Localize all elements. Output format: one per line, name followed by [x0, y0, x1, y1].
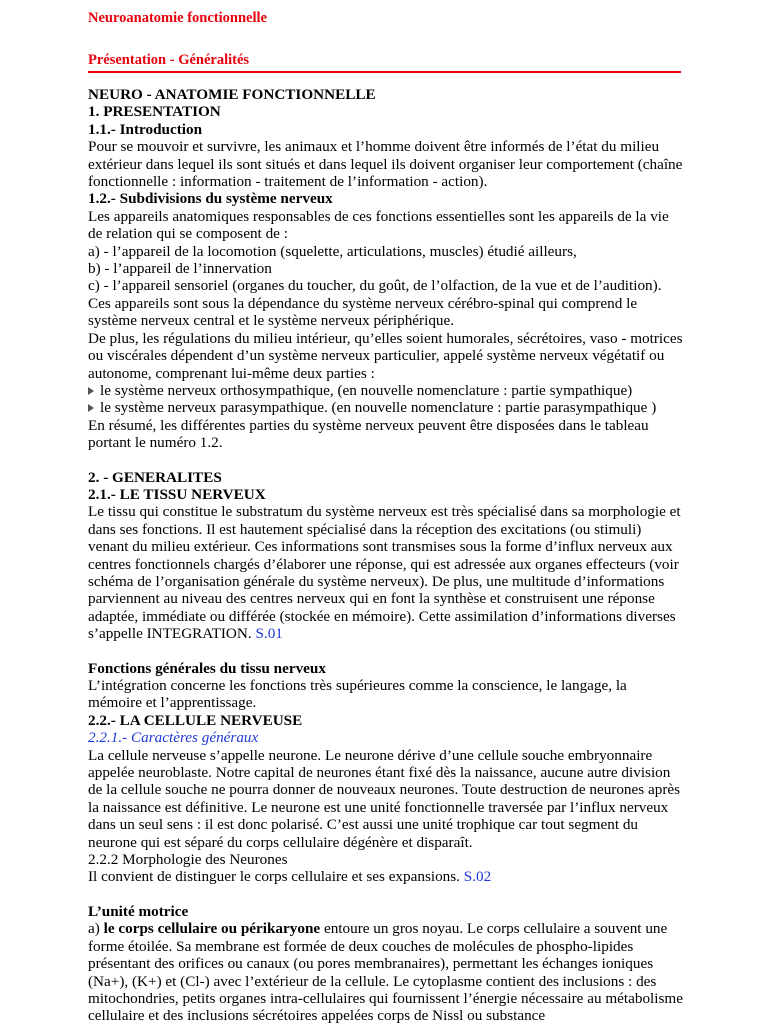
bullet-item-parasympathique	[88, 399, 683, 416]
paragraph-corps-cellulaire	[88, 920, 683, 1024]
page	[88, 0, 683, 1025]
heading-fonctions: Fonctions générales du tissu nerveux	[88, 659, 326, 677]
main-title: NEURO - ANATOMIE FONCTIONNELLE	[88, 86, 376, 103]
heading-2-2-2: 2.2.2 Morphologie des Neurones	[88, 851, 288, 869]
paragraph-neurone: La cellule nerveuse s’appelle neurone. Le neurone dérive d’une cellule souche embryonnaire appelée neuroblaste. Notre capital de neurones étant fixé dès la naissance, aucune autre division de la cellule souche ne pourra donner de nouveaux neurones. Toute destruction de neurones après la naissance est définitive. Le neurone est une unité fonctionnelle traversée par l’influx nerveux dans un seul sens : il est donc polarisé. C’est aussi une unité trophique car tout segment du neurone qui est séparé du corps cellulaire dégénère et disparaît.	[88, 746, 681, 851]
heading-unite-motrice: L’unité motrice	[88, 902, 189, 920]
heading-2-2-1: 2.2.1.- Caractères généraux	[88, 729, 259, 747]
list-item-a: a) - l’appareil de la locomotion (squelette, articulations, muscles) étudié ailleurs,	[88, 242, 577, 260]
section-title: Présentation - Généralités	[88, 52, 250, 68]
list-item-b: b) - l’appareil de l’innervation	[88, 260, 272, 278]
paragraph-appareils: Les appareils anatomiques responsables de ces fonctions essentielles sont les appareils de la vie de relation qui se composent de :	[88, 207, 669, 243]
paragraph-resume: En résumé, les différentes parties du système nerveux peuvent être disposées dans le tableau portant le numéro 1.2.	[88, 416, 649, 452]
bullet-text: le système nerveux orthosympathique, (en nouvelle nomenclature : partie sympathique)	[100, 381, 633, 399]
heading-2-2: 2.2.- LA CELLULE NERVEUSE	[88, 711, 303, 729]
paragraph-morphologie	[88, 868, 683, 885]
paragraph-introduction: Pour se mouvoir et survivre, les animaux et l’homme doivent être informés de l’état du milieu extérieur dans lequel ils sont situés et dans lequel ils doivent organiser leur comportement (chaîne fonctionnelle : information - traitement de l’information - action).	[88, 138, 683, 191]
heading-2-1: 2.1.- LE TISSU NERVEUX	[88, 485, 266, 503]
bullet-item-orthosympathique	[88, 382, 683, 399]
paragraph-text: Il convient de distinguer le corps cellulaire et ses expansions.	[88, 868, 460, 886]
link-s01[interactable]: S.01	[255, 625, 283, 643]
document-body	[88, 86, 683, 1025]
bullet-arrow-icon	[88, 387, 94, 395]
item-label: a)	[88, 920, 100, 938]
heading-1: 1. PRESENTATION	[88, 103, 221, 121]
bullet-arrow-icon	[88, 404, 94, 412]
spacer	[88, 886, 683, 903]
paragraph-text: Le tissu qui constitue le substratum du système nerveux est très spécialisé dans sa morphologie et dans ses fonctions. Il est hautement spécialisé dans la réception des excitations (ou stimuli) venant du milieu extérieur. Ces informations sont transmises sous la forme d’influx nerveux aux centres fonctionnels chargés d’élaborer une réponse, qui est adressée aux organes effecteurs (voir schéma de l’organisation générale du système nerveux). De plus, une multitude d’informations parviennent au niveau des centres nerveux qui en font la synthèse et construisent une réponse adaptée, immédiate ou différée (stockée en mémoire). Cette assimilation d’informations diverses s’appelle INTEGRATION.	[88, 503, 681, 643]
paragraph-tissu-nerveux	[88, 503, 683, 642]
section-divider	[88, 71, 681, 73]
spacer	[88, 643, 683, 660]
paragraph-vegetatif: De plus, les régulations du milieu intérieur, qu’elles soient humorales, sécrétoires, vaso - motrices ou viscérales dépendent d’un système nerveux particulier, appelé système nerveux végétatif ou autonome, comprenant lui-même deux parties :	[88, 329, 683, 382]
link-s02[interactable]: S.02	[463, 868, 492, 886]
bold-term: le corps cellulaire ou périkaryone	[103, 920, 321, 938]
paragraph-integration: L’intégration concerne les fonctions très supérieures comme la conscience, le langage, la mémoire et l’apprentissage.	[88, 677, 627, 712]
heading-2: 2. - GENERALITES	[88, 468, 222, 486]
bullet-text: le système nerveux parasympathique. (en nouvelle nomenclature : partie parasympathique )	[100, 399, 657, 417]
spacer	[88, 452, 683, 469]
heading-1-1: 1.1.- Introduction	[88, 120, 203, 138]
site-title: Neuroanatomie fonctionnelle	[88, 10, 267, 26]
list-item-c: c) - l’appareil sensoriel (organes du toucher, du goût, de l’olfaction, de la vue et de l’audition).	[88, 277, 662, 295]
paragraph-cerebro-spinal: Ces appareils sont sous la dépendance du système nerveux cérébro-spinal qui comprend le système nerveux central et le système nerveux périphérique.	[88, 294, 638, 330]
paragraph-text: entoure un gros noyau. Le corps cellulaire a souvent une forme étoilée. Sa membrane est formée de deux couches de molécules de phospho-lipides présentant des orifices ou canaux (ou pores membranaires), permettant les échanges ioniques (Na+), (K+) et (Cl-) avec l’extérieur de la cellule. Le cytoplasme contient des inclusions : des mitochondries, petits organes intra-cellulaires qui fournissent l’énergie nécessaire au métabolisme cellulaire et des inclusions sécrétoires appelées corps de Nissl ou substance	[88, 920, 683, 1025]
heading-1-2: 1.2.- Subdivisions du système nerveux	[88, 190, 333, 208]
